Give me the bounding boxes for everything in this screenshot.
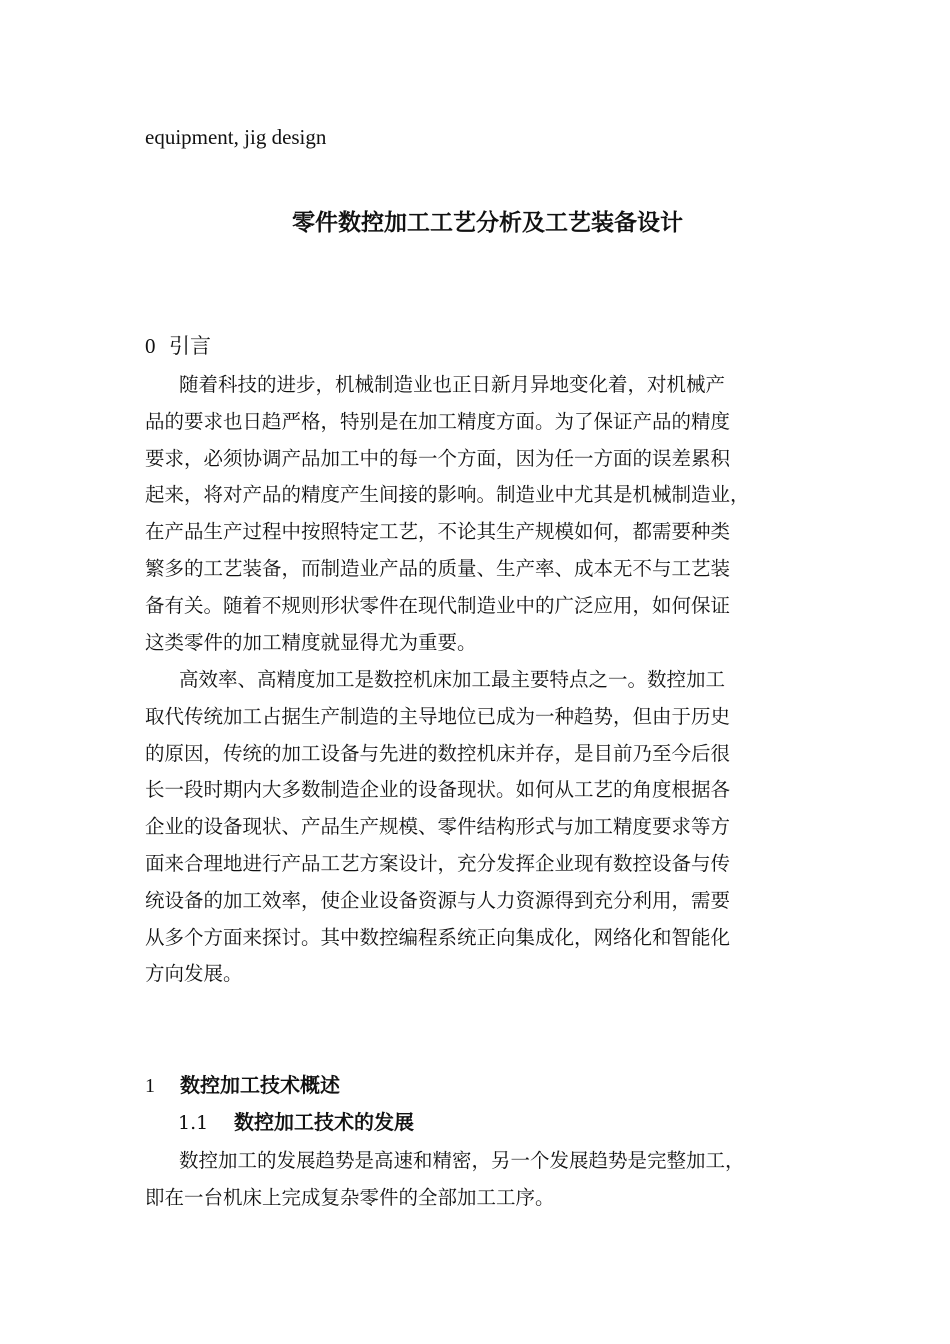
text-line: 随着科技的进步，机械制造业也正日新月异地变化着，对机械产 xyxy=(179,373,726,396)
text-line: 这类零件的加工精度就显得尤为重要。 xyxy=(145,630,477,654)
text-line: 统设备的加工效率，使企业设备资源与人力资源得到充分利用，需要 xyxy=(145,888,731,912)
section-heading-1 xyxy=(145,1070,340,1101)
section-number: 0 xyxy=(145,334,156,358)
text-line: 繁多的工艺装备，而制造业产品的质量、生产率、成本无不与工艺装 xyxy=(145,556,731,580)
section-number: 1 xyxy=(145,1075,155,1097)
section-label: 数控加工技术概述 xyxy=(180,1073,340,1097)
text-line: 企业的设备现状、产品生产规模、零件结构形式与加工精度要求等方 xyxy=(145,815,731,839)
intro-paragraph-1 xyxy=(145,367,825,661)
text-line: 品的要求也日趋严格，特别是在加工精度方面。为了保证产品的精度 xyxy=(145,409,731,433)
text-line: 在产品生产过程中按照特定工艺，不论其生产规模如何，都需要种类 xyxy=(145,520,731,544)
intro-paragraph-2 xyxy=(145,662,825,993)
text-line: 备有关。随着不规则形状零件在现代制造业中的广泛应用，如何保证 xyxy=(145,593,731,617)
text-line: 长一段时期内大多数制造企业的设备现状。如何从工艺的角度根据各 xyxy=(145,778,731,802)
text-line: 高效率、高精度加工是数控机床加工最主要特点之一。数控加工 xyxy=(179,668,726,691)
text-line: 起来，将对产品的精度产生间接的影响。制造业中尤其是机械制造业， xyxy=(145,483,750,507)
text-line: 的原因，传统的加工设备与先进的数控机床并存，是目前乃至今后很 xyxy=(145,741,731,765)
document-title: 零件数控加工工艺分析及工艺装备设计 xyxy=(292,210,683,236)
subsection-label: 数控加工技术的发展 xyxy=(234,1110,414,1134)
text-line: 要求，必须协调产品加工中的每一个方面，因为任一方面的误差累积 xyxy=(145,446,731,470)
subsection-1-1-paragraph xyxy=(145,1143,825,1217)
text-line: 即在一台机床上完成复杂零件的全部加工工序。 xyxy=(145,1185,555,1209)
text-line: 从多个方面来探讨。其中数控编程系统正向集成化，网络化和智能化 xyxy=(145,925,731,949)
subsection-number: 1.1 xyxy=(178,1112,209,1134)
section-label: 引言 xyxy=(169,334,211,358)
subsection-heading-1-1 xyxy=(178,1107,414,1138)
text-line: 取代传统加工占据生产制造的主导地位已成为一种趋势，但由于历史 xyxy=(145,704,731,728)
text-line: 数控加工的发展趋势是高速和精密，另一个发展趋势是完整加工， xyxy=(179,1149,745,1172)
text-line: 方向发展。 xyxy=(145,962,243,986)
keywords-continuation: equipment, jig design xyxy=(145,125,327,149)
section-heading-intro xyxy=(145,331,211,361)
text-line: 面来合理地进行产品工艺方案设计，充分发挥企业现有数控设备与传 xyxy=(145,851,731,875)
